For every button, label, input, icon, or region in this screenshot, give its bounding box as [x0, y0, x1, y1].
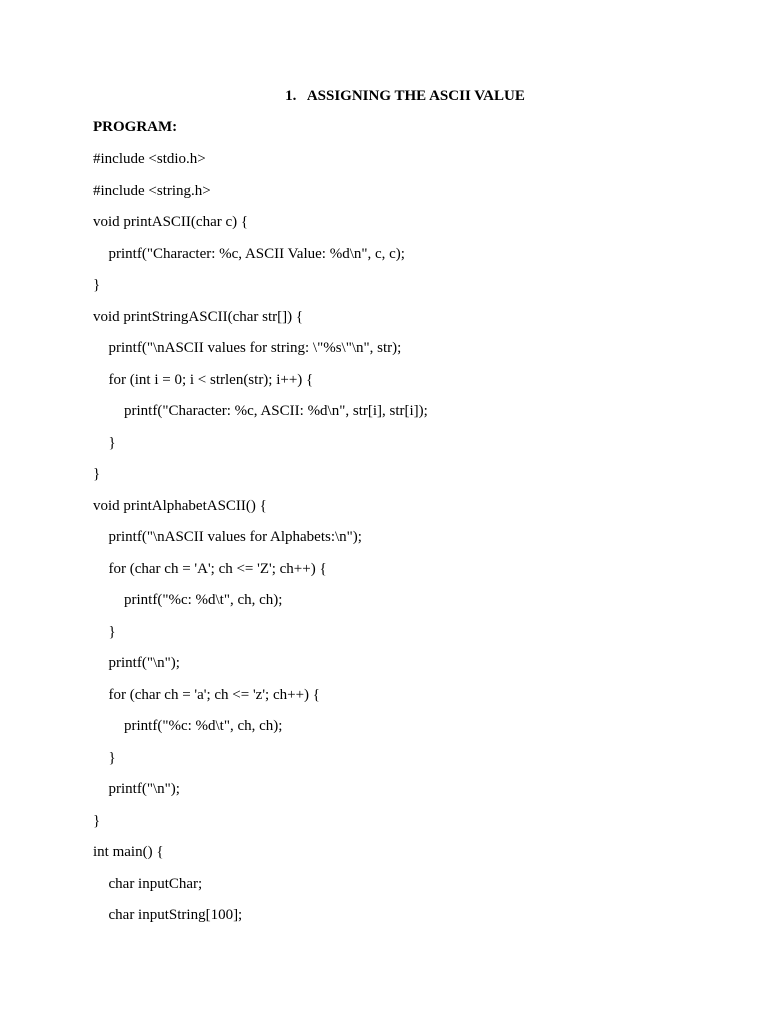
code-line: printf("%c: %d\t", ch, ch); [124, 592, 283, 608]
code-line: printf("\nASCII values for string: \"%s\"\n", str); [108, 340, 402, 356]
code-line: printf("Character: %c, ASCII Value: %d\n", c, c); [108, 245, 405, 262]
code-line: } [93, 277, 101, 293]
code-line: void printStringASCII(char str[]) { [93, 308, 304, 325]
code-line: void printASCII(char c) { [93, 214, 249, 230]
code-line: void printAlphabetASCII() { [93, 497, 267, 514]
code-line: } [93, 812, 101, 829]
section-title: ASSIGNING THE ASCII VALUE [306, 88, 525, 104]
code-block [93, 150, 733, 938]
code-line: } [108, 749, 116, 766]
code-line: printf("\n"); [108, 781, 180, 797]
section-number: 1. [285, 88, 297, 104]
code-line: int main() { [93, 844, 164, 860]
code-line: for (char ch = 'A'; ch <= 'Z'; ch++) { [108, 560, 327, 577]
code-line: char inputChar; [108, 875, 203, 892]
code-line: char inputString[100]; [108, 907, 243, 923]
code-line: printf("\nASCII values for Alphabets:\n"); [108, 529, 362, 545]
code-line: for (int i = 0; i < strlen(str); i++) { [108, 371, 314, 388]
code-line: } [108, 434, 116, 451]
section-heading [0, 87, 768, 105]
code-line: printf("\n"); [108, 655, 180, 671]
code-line: } [108, 623, 116, 640]
program-label: PROGRAM: [93, 119, 178, 135]
code-line: #include <stdio.h> [93, 151, 206, 167]
code-line: printf("%c: %d\t", ch, ch); [124, 718, 283, 734]
code-line: printf("Character: %c, ASCII: %d\n", str[i], str[i]); [124, 403, 428, 419]
code-line: } [93, 466, 101, 482]
code-line: for (char ch = 'a'; ch <= 'z'; ch++) { [108, 686, 320, 703]
code-line: #include <string.h> [93, 182, 211, 199]
